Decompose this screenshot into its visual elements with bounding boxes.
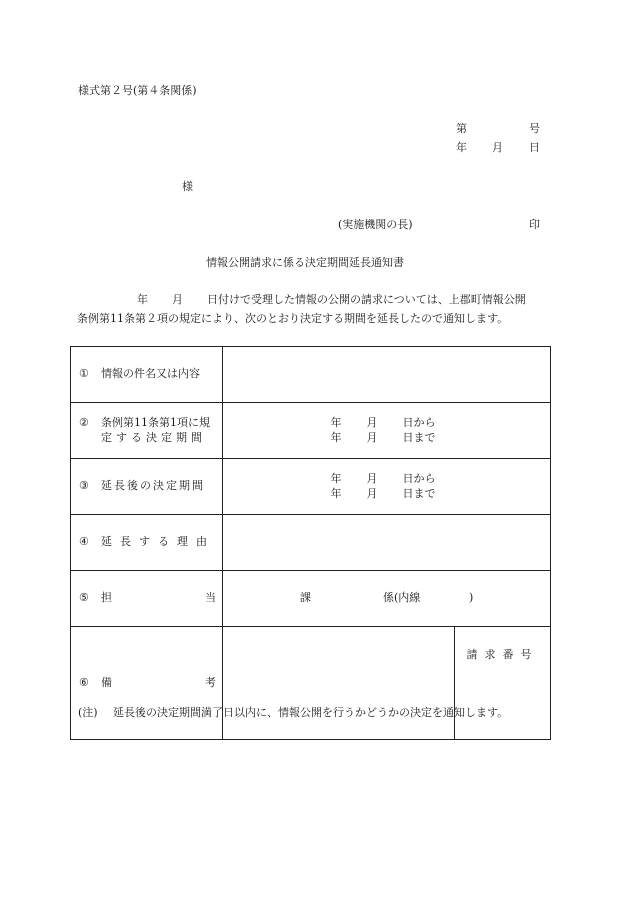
- from-year: 年: [330, 416, 342, 430]
- note-text: 延長後の決定期間満了日以内に、情報公開を行うかどうかの決定を通知します。: [113, 706, 509, 719]
- row-number: ⑤: [79, 591, 89, 605]
- to-year: 年: [330, 430, 342, 444]
- label-right: 考: [205, 675, 216, 689]
- tanto-kakari: 係(内線: [383, 590, 421, 604]
- from-year: 年: [330, 472, 342, 486]
- doc-date-month: 月: [492, 141, 503, 154]
- value-tanto: [223, 571, 551, 627]
- body-line1-month: 月: [172, 293, 183, 306]
- row-number: ①: [79, 367, 89, 381]
- doc-no-dai: 第: [456, 122, 467, 135]
- label-tanto: [71, 571, 223, 627]
- row-reason: [71, 515, 551, 571]
- value-extended-period: [223, 459, 551, 515]
- addressee-sama: 様: [182, 180, 193, 193]
- value-remarks: [223, 627, 455, 740]
- body-line1-year: 年: [137, 293, 148, 306]
- body-line1-rest: 日付けで受理した情報の公開の請求については、上郡町情報公開: [207, 293, 526, 306]
- doc-date-day: 日: [529, 141, 540, 154]
- request-number-box: [455, 627, 551, 740]
- to-day: 日まで: [402, 486, 436, 500]
- row-number: ⑥: [79, 675, 89, 689]
- label-remarks: [71, 627, 223, 740]
- to-year: 年: [330, 486, 342, 500]
- value-original-period: [223, 403, 551, 459]
- to-day: 日まで: [402, 430, 436, 444]
- label-subject: [71, 347, 223, 403]
- label-right: 当: [205, 591, 216, 605]
- label-left: 備: [101, 675, 112, 689]
- label-text-line2: 定する決定期間: [101, 430, 206, 444]
- tanto-ka: 課: [300, 590, 311, 604]
- body-line2: 条例第11条第２項の規定により、次のとおり決定する期間を延長したので通知します。: [77, 312, 509, 325]
- row-extended-period: [71, 459, 551, 515]
- issuer: (実施機関の長): [338, 218, 413, 231]
- value-reason: [223, 515, 551, 571]
- from-day: 日から: [402, 416, 436, 430]
- row-number: ④: [79, 535, 89, 549]
- form-table: [70, 346, 551, 740]
- doc-date-year: 年: [456, 141, 467, 154]
- label-original-period: [71, 403, 223, 459]
- from-day: 日から: [402, 472, 436, 486]
- label-left: 担: [101, 591, 112, 605]
- to-month: 月: [366, 430, 378, 444]
- row-number: ②: [79, 416, 89, 430]
- request-number-label: 請求番号: [466, 647, 539, 661]
- doc-no-go: 号: [529, 122, 540, 135]
- form-label: 様式第２号(第４条関係): [78, 84, 197, 97]
- label-text: 延長後の決定期間: [101, 479, 205, 493]
- from-month: 月: [366, 416, 378, 430]
- label-reason: [71, 515, 223, 571]
- document-title: 情報公開請求に係る決定期間延長通知書: [206, 256, 404, 269]
- label-text: 延長する理由: [101, 535, 215, 549]
- row-remarks: [71, 627, 551, 740]
- label-text: 情報の件名又は内容: [101, 367, 200, 381]
- value-subject: [223, 347, 551, 403]
- to-month: 月: [366, 486, 378, 500]
- label-text-line1: 条例第11条第1項に規: [101, 416, 210, 430]
- from-month: 月: [366, 472, 378, 486]
- seal-mark: 印: [529, 218, 540, 231]
- tanto-close: ): [469, 590, 474, 604]
- row-subject: [71, 347, 551, 403]
- row-original-period: [71, 403, 551, 459]
- label-extended-period: [71, 459, 223, 515]
- note-prefix: (注): [78, 706, 98, 719]
- row-number: ③: [79, 479, 89, 493]
- row-tanto: [71, 571, 551, 627]
